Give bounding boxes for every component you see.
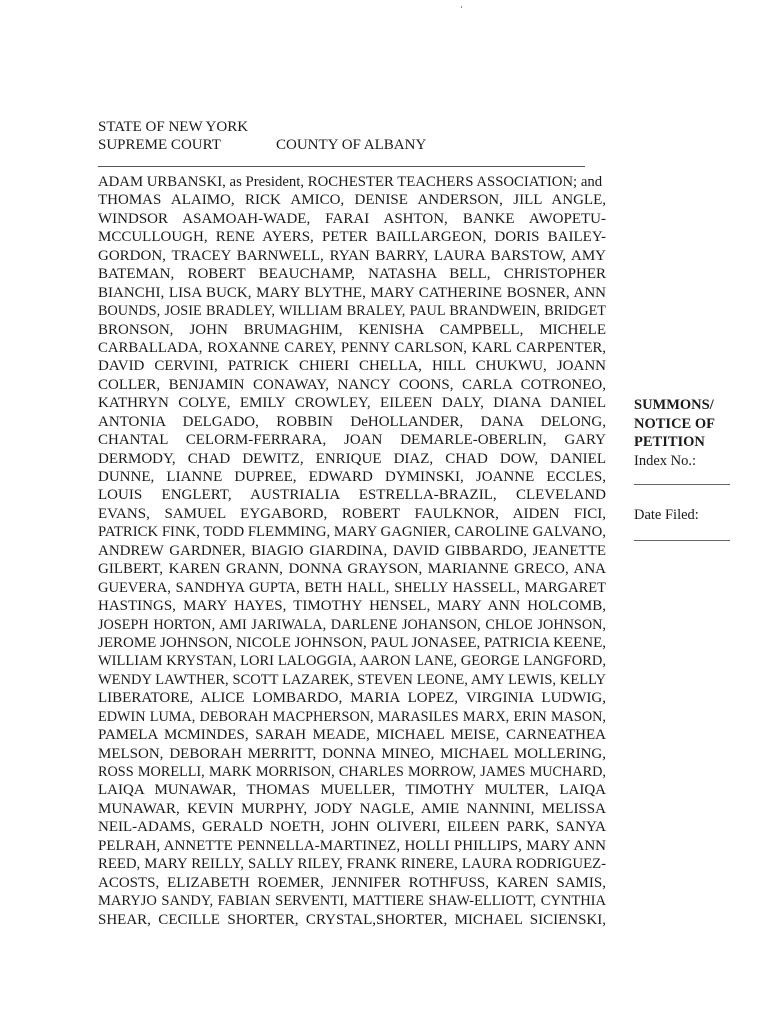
caption-line: JOSEPH HORTON, AMI JARIWALA, DARLENE JOHANSON, CHLOE JOHNSON, [98, 616, 606, 633]
caption-line: THOMAS ALAIMO, RICK AMICO, DENISE ANDERSON, JILL ANGLE, [98, 192, 606, 209]
caption-line: NEIL-ADAMS, GERALD NOETH, JOHN OLIVERI, EILEEN PARK, SANYA [98, 819, 606, 836]
header-divider [98, 166, 585, 167]
caption-line: ANDREW GARDNER, BIAGIO GIARDINA, DAVID GIBBARDO, JEANETTE [98, 542, 606, 559]
caption-line: WINDSOR ASAMOAH-WADE, FARAI ASHTON, BANKE AWOPETU- [98, 210, 606, 227]
date-filed-block [634, 506, 744, 525]
date-filed-blank [634, 540, 730, 541]
summons-title-line-1: SUMMONS/ [634, 397, 714, 413]
court-line: SUPREME COURT [98, 137, 221, 153]
summons-block [634, 396, 744, 470]
caption-line: SHEAR, CECILLE SHORTER, CRYSTAL,SHORTER, MICHAEL SICIENSKI, [98, 911, 606, 928]
index-number-label: Index No.: [634, 452, 697, 469]
caption-line: REED, MARY REILLY, SALLY RILEY, FRANK RINERE, LAURA RODRIGUEZ- [98, 856, 606, 873]
caption-line: DUNNE, LIANNE DUPREE, EDWARD DYMINSKI, JOANNE ECCLES, [98, 469, 606, 485]
caption-line: PATRICK FINK, TODD FLEMMING, MARY GAGNIER, CAROLINE GALVANO, [98, 524, 606, 541]
caption-line: PELRAH, ANNETTE PENNELLA-MARTINEZ, HOLLI PHILLIPS, MARY ANN [98, 837, 606, 854]
caption-line: WENDY LAWTHER, SCOTT LAZAREK, STEVEN LEONE, AMY LEWIS, KELLY [98, 671, 606, 688]
caption-line: LIBERATORE, ALICE LOMBARDO, MARIA LOPEZ, VIRGINIA LUDWIG, [98, 690, 606, 707]
caption-line: MELSON, DEBORAH MERRITT, DONNA MINEO, MICHAEL MOLLERING, [98, 745, 606, 762]
caption-line: BIANCHI, LISA BUCK, MARY BLYTHE, MARY CATHERINE BOSNER, ANN [98, 284, 606, 301]
party-caption [98, 173, 606, 929]
caption-line: MARYJO SANDY, FABIAN SERVENTI, MATTIERE SHAW-ELLIOTT, CYNTHIA [98, 893, 606, 910]
caption-line: DAVID CERVINI, PATRICK CHIERI CHELLA, HILL CHUKWU, JOANN [98, 358, 606, 375]
caption-line: HASTINGS, MARY HAYES, TIMOTHY HENSEL, MARY ANN HOLCOMB, [98, 598, 606, 615]
caption-line: ROSS MORELLI, MARK MORRISON, CHARLES MORROW, JAMES MUCHARD, [98, 764, 606, 780]
date-filed-label: Date Filed: [634, 507, 699, 523]
summons-title-line-3: PETITION [634, 434, 705, 450]
court-header [98, 118, 427, 154]
caption-line: GILBERT, KAREN GRANN, DONNA GRAYSON, MARIANNE GRECO, ANA [98, 561, 606, 578]
caption-line: BRONSON, JOHN BRUMAGHIM, KENISHA CAMPBELL, MICHELE [98, 321, 606, 338]
caption-line: KATHRYN COLYE, EMILY CROWLEY, EILEEN DALY, DIANA DANIEL [98, 395, 606, 412]
index-number-blank [634, 484, 730, 485]
caption-line: ADAM URBANSKI, as President, ROCHESTER TEACHERS ASSOCIATION; and [98, 174, 603, 190]
caption-line: ANTONIA DELGADO, ROBBIN DeHOLLANDER, DANA DELONG, [98, 413, 606, 430]
caption-line: JEROME JOHNSON, NICOLE JOHNSON, PAUL JONASEE, PATRICIA KEENE, [98, 634, 606, 651]
caption-line: PAMELA MCMINDES, SARAH MEADE, MICHAEL MEISE, CARNEATHEA [98, 727, 606, 744]
caption-line: CHANTAL CELORM-FERRARA, JOAN DEMARLE-OBERLIN, GARY [98, 432, 606, 449]
caption-line: BOUNDS, JOSIE BRADLEY, WILLIAM BRALEY, PAUL BRANDWEIN, BRIDGET [98, 303, 606, 320]
caption-line: EVANS, SAMUEL EYGABORD, ROBERT FAULKNOR, AIDEN FICI, [98, 505, 606, 522]
caption-line: BATEMAN, ROBERT BEAUCHAMP, NATASHA BELL, CHRISTOPHER [98, 266, 606, 283]
caption-line: GORDON, TRACEY BARNWELL, RYAN BARRY, LAURA BARSTOW, AMY [98, 247, 606, 264]
state-line: STATE OF NEW YORK [98, 119, 249, 135]
caption-line: CARBALLADA, ROXANNE CAREY, PENNY CARLSON, KARL CARPENTER, [98, 339, 606, 356]
caption-line: LOUIS ENGLERT, AUSTRIALIA ESTRELLA-BRAZIL, CLEVELAND [98, 487, 606, 504]
county-line: COUNTY OF ALBANY [276, 137, 427, 153]
caption-line: MCCULLOUGH, RENE AYERS, PETER BAILLARGEON, DORIS BAILEY- [98, 229, 606, 246]
caption-line: GUEVERA, SANDHYA GUPTA, BETH HALL, SHELLY HASSELL, MARGARET [98, 579, 606, 596]
caption-line: EDWIN LUMA, DEBORAH MACPHERSON, MARASILES MARX, ERIN MASON, [98, 708, 606, 725]
caption-line: LAIQA MUNAWAR, THOMAS MUELLER, TIMOTHY MULTER, LAIQA [98, 782, 606, 799]
summons-title-line-2: NOTICE OF [634, 415, 715, 432]
scan-speck [461, 6, 462, 8]
caption-line: MUNAWAR, KEVIN MURPHY, JODY NAGLE, AMIE NANNINI, MELISSA [98, 800, 606, 817]
caption-line: ACOSTS, ELIZABETH ROEMER, JENNIFER ROTHFUSS, KAREN SAMIS, [98, 874, 606, 891]
caption-line: DERMODY, CHAD DEWITZ, ENRIQUE DIAZ, CHAD DOW, DANIEL [98, 450, 606, 467]
caption-line: WILLIAM KRYSTAN, LORI LALOGGIA, AARON LANE, GEORGE LANGFORD, [98, 653, 606, 670]
caption-line: COLLER, BENJAMIN CONAWAY, NANCY COONS, CARLA COTRONEO, [98, 376, 606, 393]
